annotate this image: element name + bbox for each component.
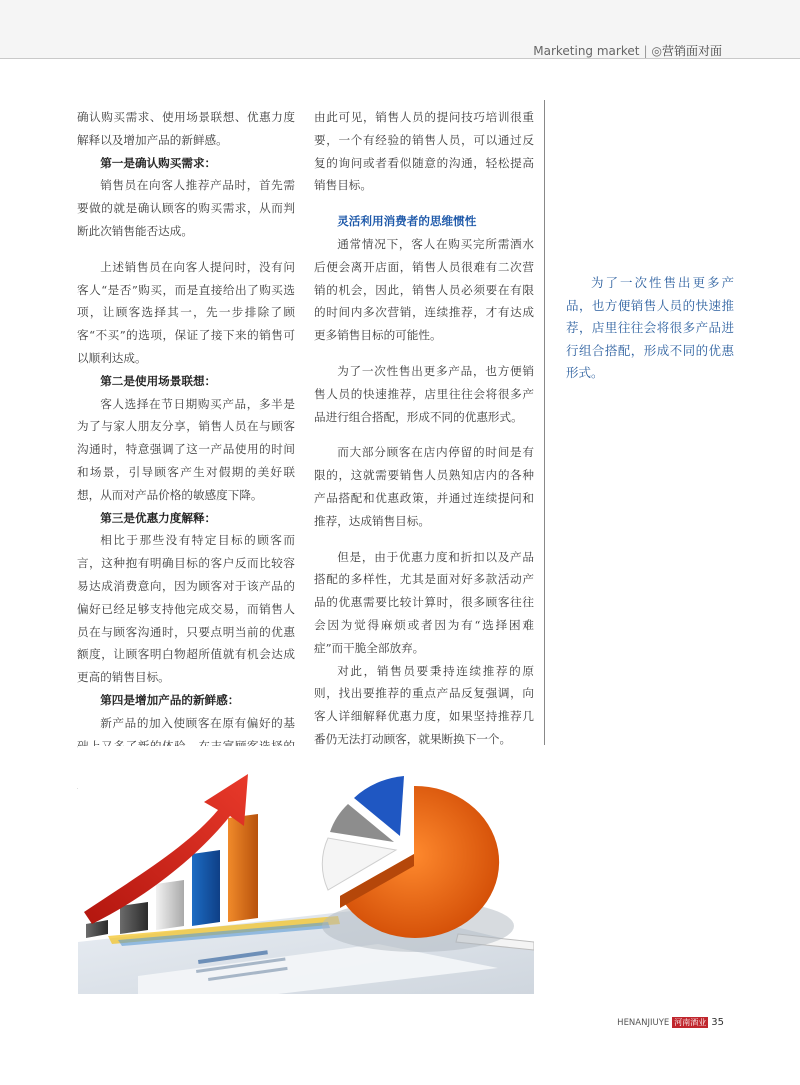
header-bar	[0, 0, 800, 59]
footer-brand-cn: 河南酒业	[674, 1018, 707, 1027]
middle-column	[314, 106, 534, 819]
paragraph: 而大部分顾客在店内停留的时间是有限的，这就需要销售人员熟知店内的各种产品搭配和优惠政策，并通过连续提问和推荐，达成销售目标。	[314, 445, 534, 528]
bar-4	[192, 850, 220, 926]
paragraph: 确认购买需求、使用场景联想、优惠力度解释以及增加产品的新鲜感。	[77, 110, 295, 147]
illustration-chart-photo	[78, 746, 534, 994]
section-label-en: Marketing market	[533, 44, 640, 58]
page-footer	[617, 1017, 724, 1028]
paragraph: 新产品的加入使顾客在原有偏好的基	[100, 715, 295, 730]
column-divider	[544, 100, 545, 745]
pull-quote: 为了一次性售出更多产品，也方便销售人员的快速推荐，店里往往会将很多产品进行组合搭配，形成不同的优惠形式。	[566, 275, 734, 380]
page-number: 35	[711, 1017, 724, 1028]
paragraph: 客人选择在节日期购买产品，多半是为了与家人朋友分享，销售人员在与顾客沟通时，特意强调了这一产品使用的时间和场景，引导顾客产生对假期的美好联想，从而对产品价格的敏感度下降。	[77, 396, 295, 502]
bar-2	[120, 902, 148, 934]
bar-1	[86, 920, 108, 938]
point-heading: 第三是优惠力度解释：	[100, 510, 217, 525]
section-circle-icon: ◎	[651, 44, 662, 58]
paragraph-gap	[314, 428, 534, 441]
paragraph: 为了一次性售出更多产品，也方便销售人员的快速推荐，店里往往会将很多产品进行组合搭配，形成不同的优惠形式。	[314, 363, 534, 424]
section-label	[533, 42, 722, 59]
paragraph: 上述销售员在向客人提问时，没有问客人“是否”购买，而是直接给出了购买选项，让顾客选择其一，先一步排除了顾客“不买”的选项，保证了接下来的销售可以顺利达成。	[77, 259, 295, 365]
bar-5	[228, 814, 258, 922]
point-heading: 第一是确认购买需求：	[100, 155, 217, 170]
paragraph: 相比于那些没有特定目标的顾客而言，这种抱有明确目标的客户反而比较容易达成消费意向，因为顾客对于该产品的偏好已经足够支持他完成交易，而销售人员在与顾客沟通时，只要点明当前的优惠额度，让顾客明白物超所值就有机会达成更高的销售目标。	[77, 533, 295, 685]
paragraph-gap	[314, 347, 534, 360]
paragraph: 通常情况下，客人在购买完所需酒水后便会离开店面，销售人员很难有二次营销的机会，因此，销售人员必须要在有限的时间内多次营销，连续推荐，才有达成更多销售目标的可能性。	[314, 236, 534, 343]
paragraph-gap	[77, 243, 295, 256]
paragraph: 但是，由于优惠力度和折扣以及产品搭配的多样性，尤其是面对好多款活动产品的优惠需要比较计算时，很多顾客往往会因为觉得麻烦或者因为有“选择困难症”而干脆全部放弃。	[314, 549, 534, 655]
section-separator: |	[643, 44, 648, 58]
paragraph-gap	[314, 533, 534, 546]
paragraph: 由此可见，销售人员的提问技巧培训很重要，一个有经验的销售人员，可以通过反复的询问或者看似随意的沟通，轻松提高销售目标。	[314, 110, 534, 193]
chart-illustration-svg	[78, 746, 534, 994]
point-heading: 第四是增加产品的新鲜感：	[100, 692, 240, 707]
point-heading: 第二是使用场景联想：	[100, 373, 217, 388]
bar-3	[156, 880, 184, 930]
left-column	[77, 106, 295, 803]
paragraph: 对此，销售员要秉持连续推荐的原则，找出要推荐的重点产品反复强调，向客人详细解释优惠力度，如果坚持推荐几番仍无法打动顾客，就果断换下一个。	[314, 663, 534, 746]
section-subheading: 灵活利用消费者的思维惯性	[337, 214, 477, 229]
footer-brand-en: HENANJIUYE	[617, 1018, 670, 1028]
section-label-cn: 营销面对面	[661, 44, 722, 58]
paragraph: 销售员在向客人推荐产品时，首先需要做的就是确认顾客的购买需求，从而判断此次销售能否达成。	[77, 178, 295, 238]
